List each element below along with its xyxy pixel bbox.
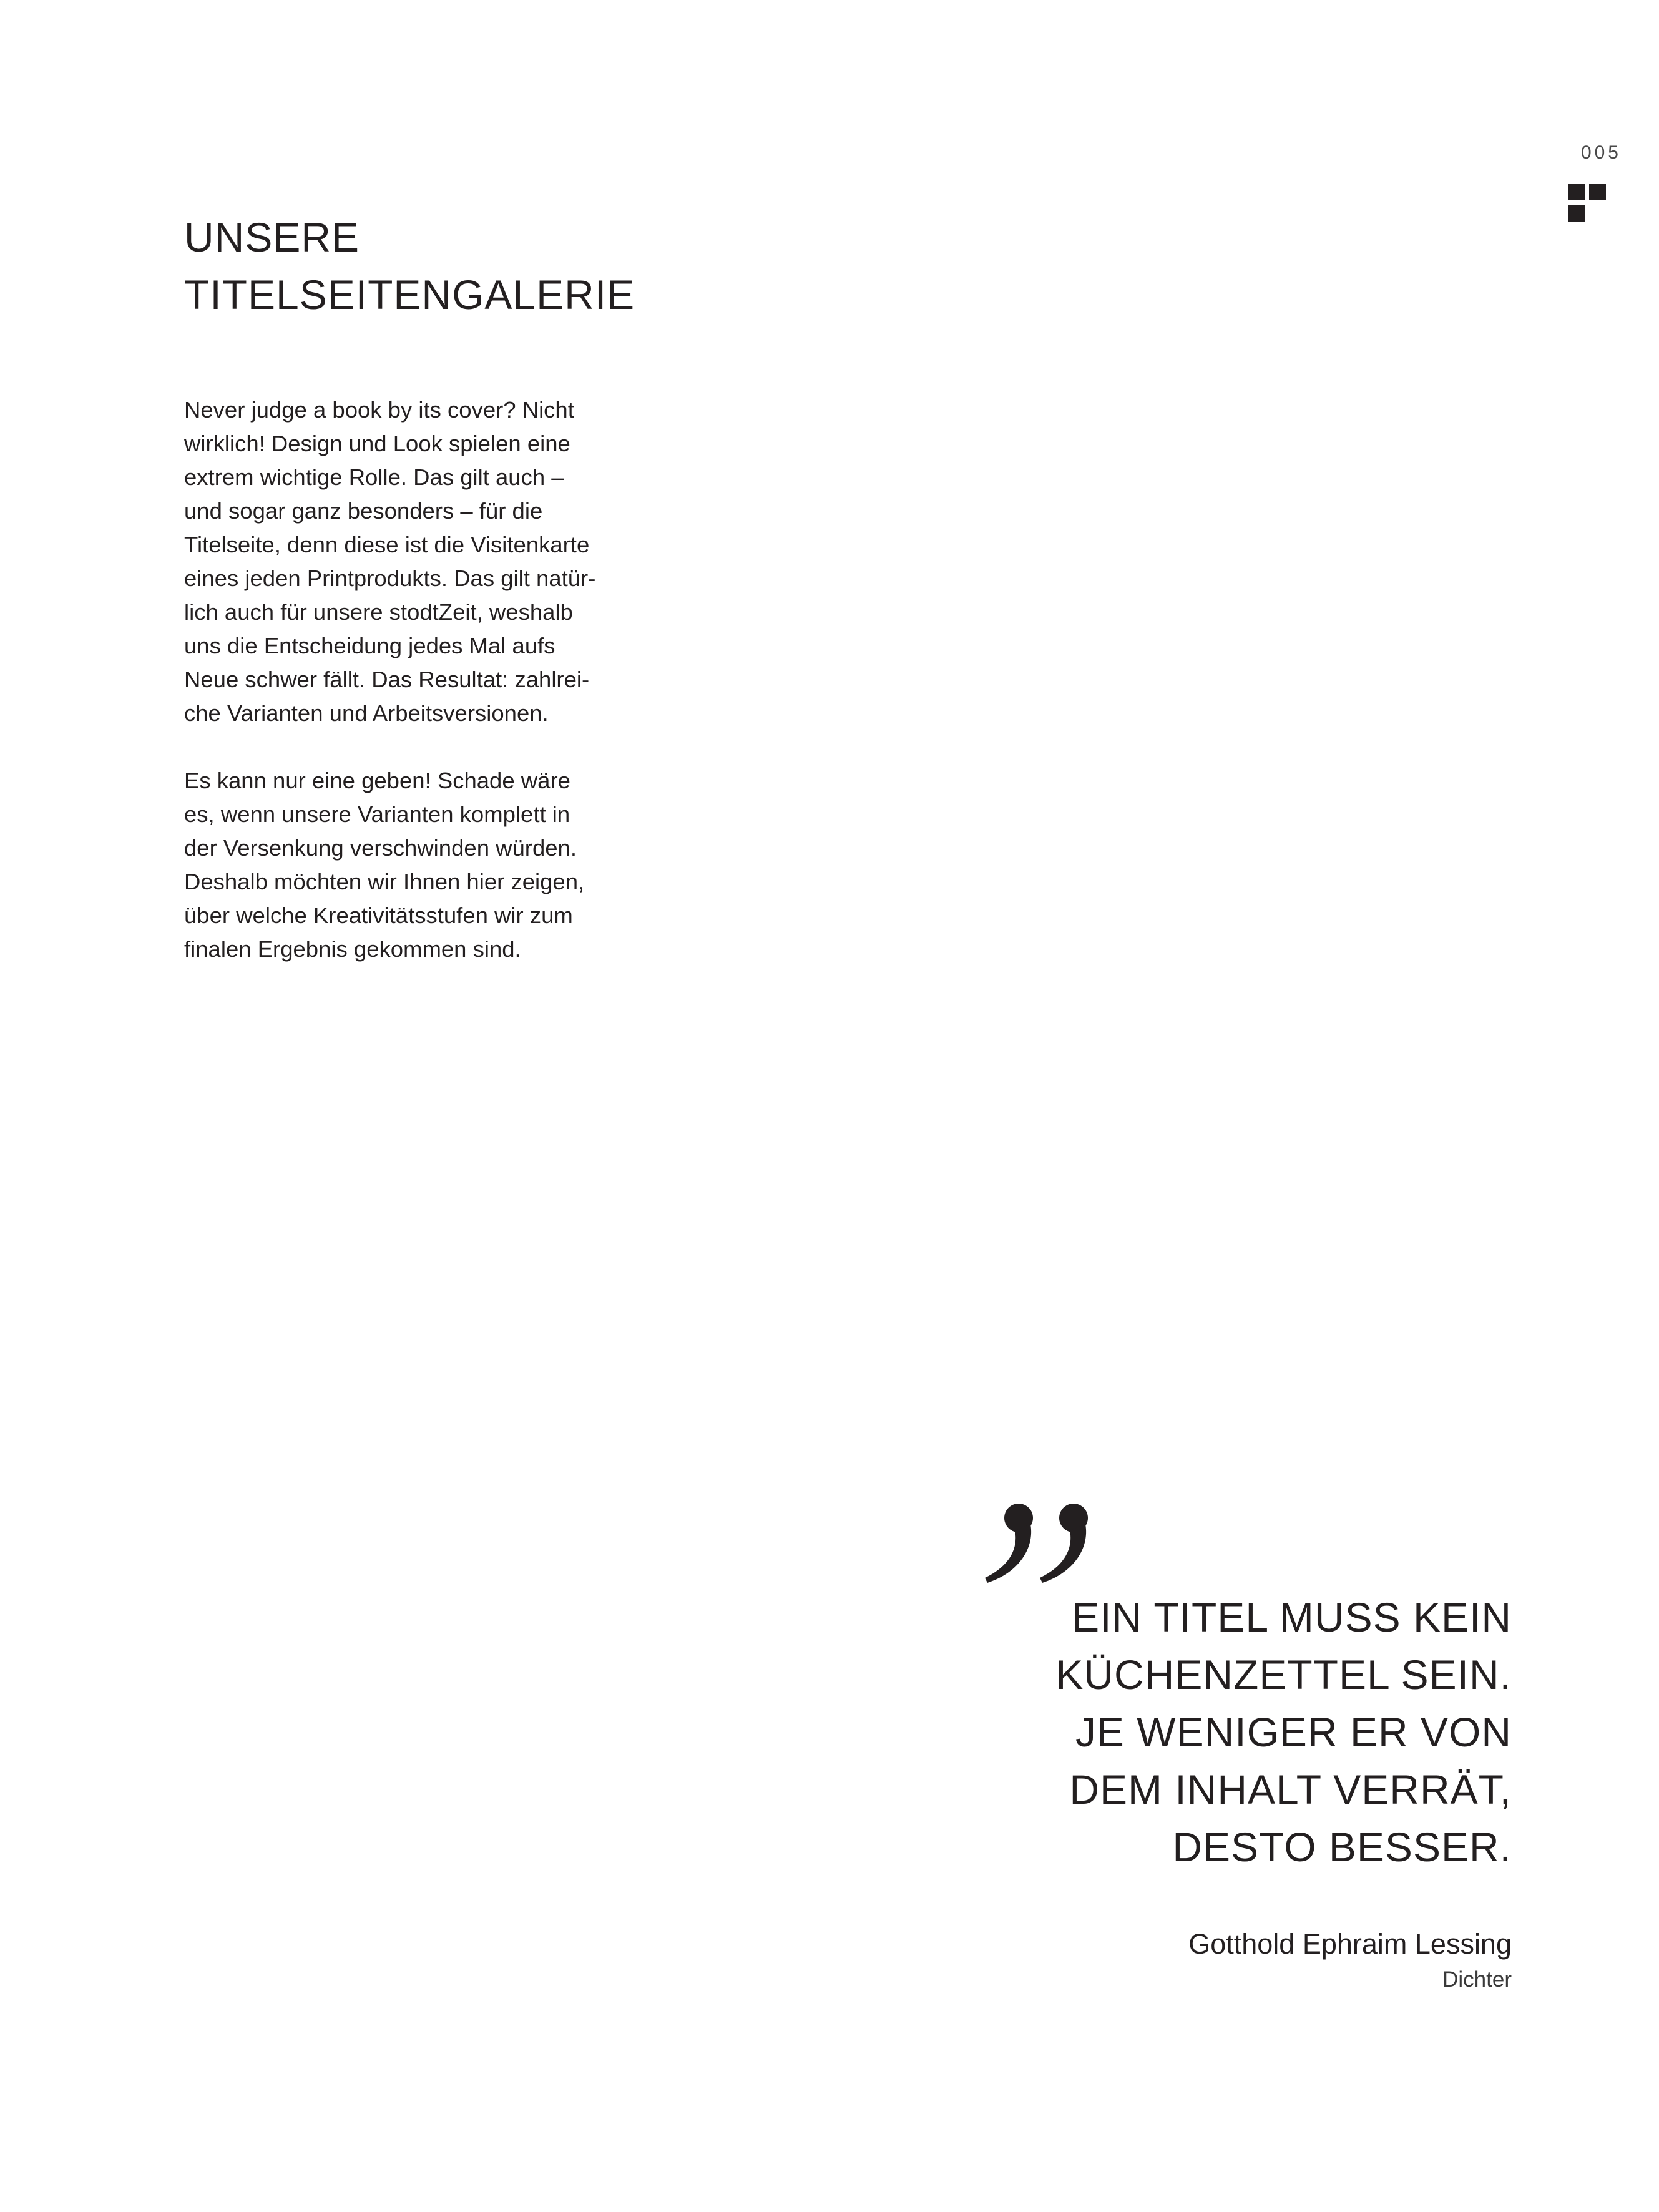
tetromino-squares-icon — [1568, 184, 1607, 222]
quote-line: KÜCHENZETTEL SEIN. — [1055, 1652, 1512, 1698]
quote-author-role: Dichter — [1442, 1967, 1512, 1992]
page-title-line: UNSERE — [184, 214, 360, 260]
logo-square — [1568, 205, 1585, 222]
quote-line: DESTO BESSER. — [1172, 1824, 1512, 1870]
logo-square — [1568, 184, 1585, 200]
text-line: Es kann nur eine geben! Schade wäre — [184, 768, 570, 793]
quote-line: JE WENIGER ER VON — [1075, 1709, 1512, 1755]
text-line: wirklich! Design und Look spielen eine — [184, 431, 570, 456]
pull-quote — [825, 1588, 1512, 1876]
logo-square — [1589, 184, 1606, 200]
text-line: es, wenn unsere Varianten komplett in — [184, 801, 570, 827]
intro-text — [184, 393, 634, 1000]
text-line: extrem wichtige Rolle. Das gilt auch – — [184, 464, 564, 490]
text-line: eines jeden Printprodukts. Das gilt natür- — [184, 565, 596, 591]
text-line: der Versenkung verschwinden würden. — [184, 835, 577, 861]
text-line: Never judge a book by its cover? Nicht — [184, 397, 574, 423]
page-title — [184, 208, 871, 323]
quote-attribution — [1012, 1925, 1512, 1996]
text-line: über welche Kreativitätsstufen wir zum — [184, 903, 573, 928]
text-line: Titelseite, denn diese ist die Visitenkarte — [184, 532, 590, 557]
quote-author: Gotthold Ephraim Lessing — [1188, 1928, 1512, 1960]
text-line: lich auch für unsere stodtZeit, weshalb — [184, 599, 573, 625]
text-line: uns die Entscheidung jedes Mal aufs — [184, 633, 555, 658]
text-line: finalen Ergebnis gekommen sind. — [184, 936, 521, 962]
quote-line: EIN TITEL MUSS KEIN — [1072, 1594, 1512, 1640]
closing-quotation-mark-icon — [980, 1473, 1105, 1598]
intro-paragraph — [184, 764, 634, 966]
quote-line: DEM INHALT VERRÄT, — [1069, 1766, 1512, 1813]
text-line: che Varianten und Arbeitsversionen. — [184, 700, 549, 726]
intro-paragraph — [184, 393, 634, 730]
text-line: Neue schwer fällt. Das Resultat: zahlrei- — [184, 667, 590, 692]
page-title-line: TITELSEITENGALERIE — [184, 272, 635, 318]
page-number: 005 — [1580, 142, 1622, 163]
text-line: Deshalb möchten wir Ihnen hier zeigen, — [184, 869, 585, 894]
text-line: und sogar ganz besonders – für die — [184, 498, 543, 524]
